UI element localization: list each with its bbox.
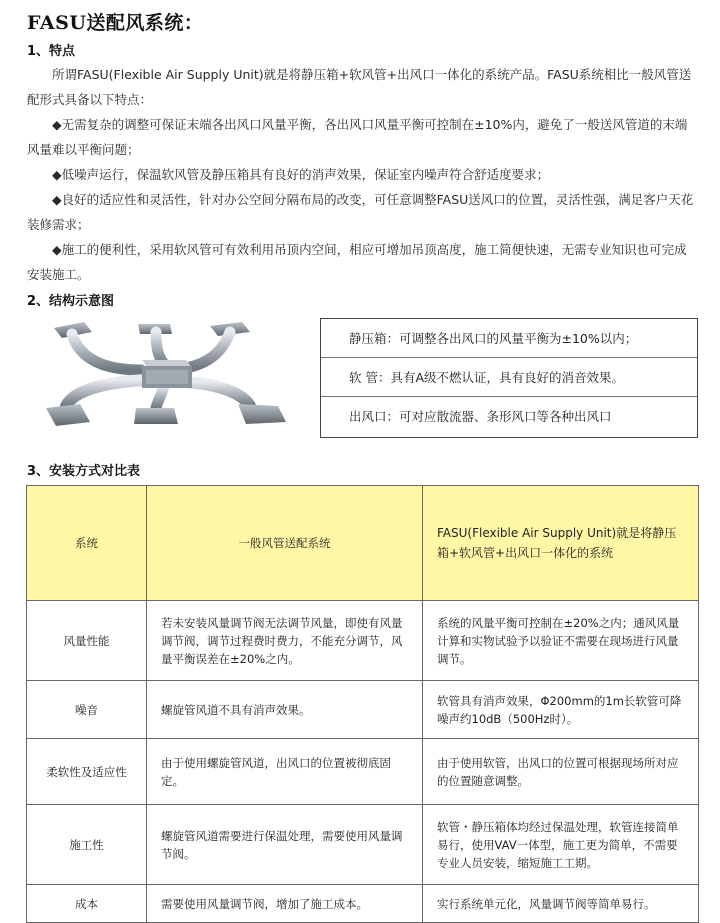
header-fasu: FASU(Flexible Air Supply Unit)就是将静压箱+软风管+出风口一体化的系统: [423, 486, 699, 601]
row-label: 柔软性及适应性: [27, 739, 147, 805]
section-heading-comparison: 3、安装方式对比表: [27, 464, 141, 479]
cell-general: 需要使用风量调节阀，增加了施工成本。: [147, 885, 423, 923]
cell-fasu: 实行系统单元化，风量调节阀等简单易行。: [423, 885, 699, 923]
comparison-table: [26, 485, 699, 923]
structure-notes-box: [320, 318, 698, 438]
cell-fasu: 由于使用软管，出风口的位置可根据现场所对应的位置随意调整。: [423, 739, 699, 805]
cell-fasu: 软管・静压箱体均经过保温处理，软管连接简单易行，使用VAV一体型，施工更为简单，不需要专业人员安装，缩短施工工期。: [423, 805, 699, 885]
note-plenum-box: 静压箱：可调整各出风口的风量平衡为±10%以内；: [321, 319, 697, 358]
fasu-structure-diagram: [46, 320, 294, 430]
row-label: 风量性能: [27, 601, 147, 681]
row-label: 成本: [27, 885, 147, 923]
table-header-row: [27, 486, 699, 601]
table-row: [27, 681, 699, 739]
section-heading-features: 1、特点: [27, 44, 76, 59]
header-general: 一般风管送配系统: [147, 486, 423, 601]
cell-general: 螺旋管风道不具有消声效果。: [147, 681, 423, 739]
table-row: [27, 805, 699, 885]
section-heading-structure: 2、结构示意图: [27, 294, 115, 309]
features-intro: 所谓FASU(Flexible Air Supply Unit)就是将静压箱+软风管+出风口一体化的系统产品。FASU系统相比一般风管送配形式具备以下特点：: [27, 67, 692, 107]
cell-fasu: 系统的风量平衡可控制在±20%之内；通风风量计算和实物试验予以验证不需要在现场进行风量调节。: [423, 601, 699, 681]
features-text: [27, 62, 697, 287]
cell-general: 若未安装风量调节阀无法调节风量，即使有风量调节阀，调节过程费时费力，不能充分调节，风量平衡误差在±20%之内。: [147, 601, 423, 681]
table-row: [27, 601, 699, 681]
row-label: 施工性: [27, 805, 147, 885]
feature-point: ◆无需复杂的调整可保证末端各出风口风量平衡，各出风口风量平衡可控制在±10%内，避免了一般送风管道的末端风量难以平衡问题；: [27, 117, 688, 157]
note-flexible-duct: 软 管：具有A级不燃认证，具有良好的消音效果。: [321, 358, 697, 397]
cell-general: 由于使用螺旋管风道，出风口的位置被彻底固定。: [147, 739, 423, 805]
cell-general: 螺旋管风道需要进行保温处理，需要使用风量调节阀。: [147, 805, 423, 885]
feature-point: ◆低噪声运行，保温软风管及静压箱具有良好的消声效果，保证室内噪声符合舒适度要求；: [52, 167, 550, 182]
feature-point: ◆良好的适应性和灵活性，针对办公空间分隔布局的改变，可任意调整FASU送风口的位置，灵活性强，满足客户天花装修需求；: [27, 192, 694, 232]
feature-point: ◆施工的便利性，采用软风管可有效利用吊顶内空间，相应可增加吊顶高度，施工简便快速，无需专业知识也可完成安装施工。: [27, 242, 687, 282]
page-title: FASU送配风系统：: [27, 12, 204, 34]
table-row: [27, 739, 699, 805]
table-row: [27, 885, 699, 923]
cell-fasu: 软管具有消声效果，Φ200mm的1m长软管可降噪声约10dB（500Hz时）。: [423, 681, 699, 739]
row-label: 噪音: [27, 681, 147, 739]
note-outlet: 出风口：可对应散流器、条形风口等各种出风口: [349, 409, 612, 424]
header-system: 系统: [27, 486, 147, 601]
